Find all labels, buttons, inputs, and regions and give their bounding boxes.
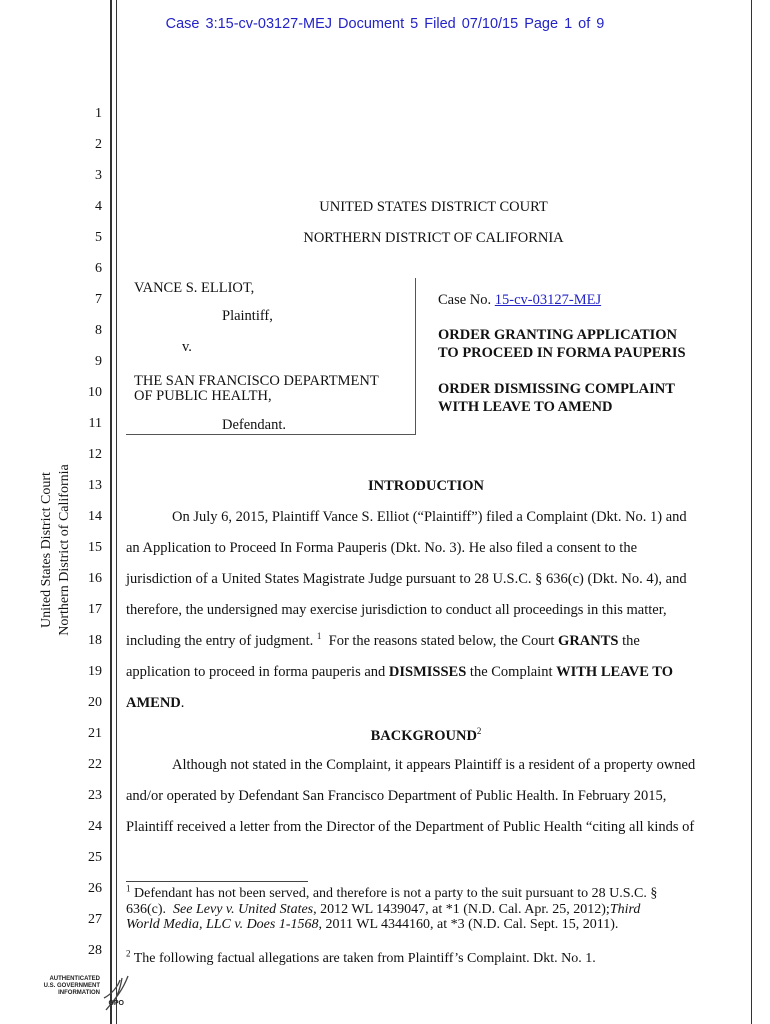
line-number: 24 [88,819,102,834]
line-number: 1 [95,106,102,121]
sidebar-line1: United States District Court [39,472,54,628]
line-number: 5 [95,230,102,245]
case-number-line [438,292,601,309]
text-span: . [180,695,185,711]
text-span: application to proceed in forma pauperis and [126,664,386,680]
line-number: 25 [88,850,102,865]
line-number: 22 [88,757,102,772]
gpo-line2: U.S. GOVERNMENT [43,983,100,989]
gpo-authentication-logo [22,970,132,1016]
defendant-role: Defendant. [222,417,287,433]
case-citation-levy: See Levy v. United States [173,901,314,917]
versus-label: v. [182,339,192,355]
gpo-line1: AUTHENTICATED [49,976,100,982]
dismisses-emphasis: DISMISSES [388,664,467,680]
case-number-link[interactable]: 15-cv-03127-MEJ [494,292,602,308]
leave-to-emphasis: WITH LEAVE TO [556,664,673,680]
amend-emphasis: AMEND [126,695,181,711]
sidebar-line2: Northern District of California [57,464,72,636]
gpo-line3: INFORMATION [58,990,100,996]
text-span: The following factual allegations are taken from Plaintiff’s Complaint. Dkt. No. 1. [130,951,596,966]
plaintiff-name: VANCE S. ELLIOT, [134,280,255,296]
background-heading-text: BACKGROUND [370,727,477,744]
line-number: 4 [95,199,102,214]
right-margin-rule [751,0,752,1024]
line-number: 11 [88,416,102,431]
footnote-separator [126,881,308,882]
body-line-23: and/or operated by Defendant San Francisco Department of Public Health. In February 2015, [126,788,667,804]
line-number: 20 [88,695,102,710]
line-number: 19 [88,664,102,679]
line-number: 23 [88,788,102,803]
line-number: 15 [88,540,102,555]
line-number: 7 [95,292,102,307]
sidebar-court-label [38,464,74,635]
order2-line1: ORDER DISMISSING COMPLAINT [438,381,675,397]
text-span: , 2012 WL 1439047, at *1 (N.D. Cal. Apr. 25, 2012); [313,901,610,917]
line-number: 27 [88,912,102,927]
document-header-stamp: Case 3:15-cv-03127-MEJ Document 5 Filed 07/10/15 Page 1 of 9 [165,16,605,32]
line-number: 16 [88,571,102,586]
body-line-18 [126,633,640,650]
body-line-17: therefore, the undersigned may exercise jurisdiction to conduct all proceedings in this matter, [126,602,667,618]
order2-line2: WITH LEAVE TO AMEND [438,399,613,415]
footnote-1-line3 [126,917,726,933]
footnote-ref-2[interactable]: 2 [476,726,482,736]
body-line-16: jurisdiction of a United States Magistrate Judge pursuant to 28 U.S.C. § 636(c) (Dkt. No. 4), and [126,571,687,587]
introduction-heading: INTRODUCTION [367,478,484,494]
footnote-1 [126,883,726,933]
line-number: 21 [88,726,102,741]
case-number-label: Case No. [438,292,492,308]
line-number: 8 [95,323,102,338]
case-citation-third-world: World Media, LLC v. Does 1-1568 [126,917,319,932]
caption-vertical-rule [415,278,416,435]
line-number: 26 [88,881,102,896]
grants-emphasis: GRANTS [558,633,619,649]
line-number: 13 [88,478,102,493]
defendant-line2: OF PUBLIC HEALTH, [134,388,272,404]
line-number: 2 [95,137,102,152]
background-heading [116,726,736,745]
defendant-line1: THE SAN FRANCISCO DEPARTMENT [134,373,379,389]
left-margin-rule-outer [110,0,112,1024]
line-number: 3 [95,168,102,183]
line-number: 17 [88,602,102,617]
line-number: 6 [95,261,102,276]
body-line-24: Plaintiff received a letter from the Director of the Department of Public Health “citing all kinds of [126,819,695,835]
body-line-20 [126,695,184,712]
case-citation-third-start: Third [609,901,641,917]
footnote-1-mark: 1 [126,883,131,894]
plaintiff-role: Plaintiff, [222,308,273,324]
footnote-1-line1 [126,883,726,902]
left-margin-rule-inner [116,0,117,1024]
text-span: , 2011 WL 4344160, at *3 (N.D. Cal. Sept. 15, 2011). [318,917,619,932]
text-span: 636(c). [126,901,174,917]
footnote-ref-1[interactable]: 1 [316,631,322,642]
line-number: 14 [88,509,102,524]
line-number: 28 [88,943,102,958]
line-number: 9 [95,354,102,369]
line-number: 18 [88,633,102,648]
order1-line1: ORDER GRANTING APPLICATION [438,327,678,343]
eagle-icon [100,970,132,1016]
text-span: including the entry of judgment. [126,633,314,649]
line-number: 10 [88,385,102,400]
court-name: UNITED STATES DISTRICT COURT [319,199,548,215]
body-line-19 [126,664,673,681]
court-district: NORTHERN DISTRICT OF CALIFORNIA [303,230,564,246]
body-line-22: Although not stated in the Complaint, it appears Plaintiff is a resident of a property owned [172,757,696,773]
text-span: the Complaint [469,664,553,680]
text-span: For the reasons stated below, the Court [321,633,555,649]
body-line-15: an Application to Proceed In Forma Pauperis (Dkt. No. 3). He also filed a consent to the [126,540,638,556]
order1-line2: TO PROCEED IN FORMA PAUPERIS [438,345,686,361]
text-span: Defendant has not been served, and therefore is not a party to the suit pursuant to 28 U.S.C. § [130,886,658,901]
text-span: the [622,633,640,649]
caption-bottom-rule [126,434,416,435]
footnote-2 [126,948,596,967]
body-line-14: On July 6, 2015, Plaintiff Vance S. Elliot (“Plaintiff”) filed a Complaint (Dkt. No. 1) and [172,509,687,525]
footnote-1-line2 [126,902,726,918]
gpo-mark: GPO [108,1000,124,1007]
gpo-logo-text [22,976,100,997]
line-number: 12 [88,447,102,462]
footnote-2-mark: 2 [126,948,131,959]
